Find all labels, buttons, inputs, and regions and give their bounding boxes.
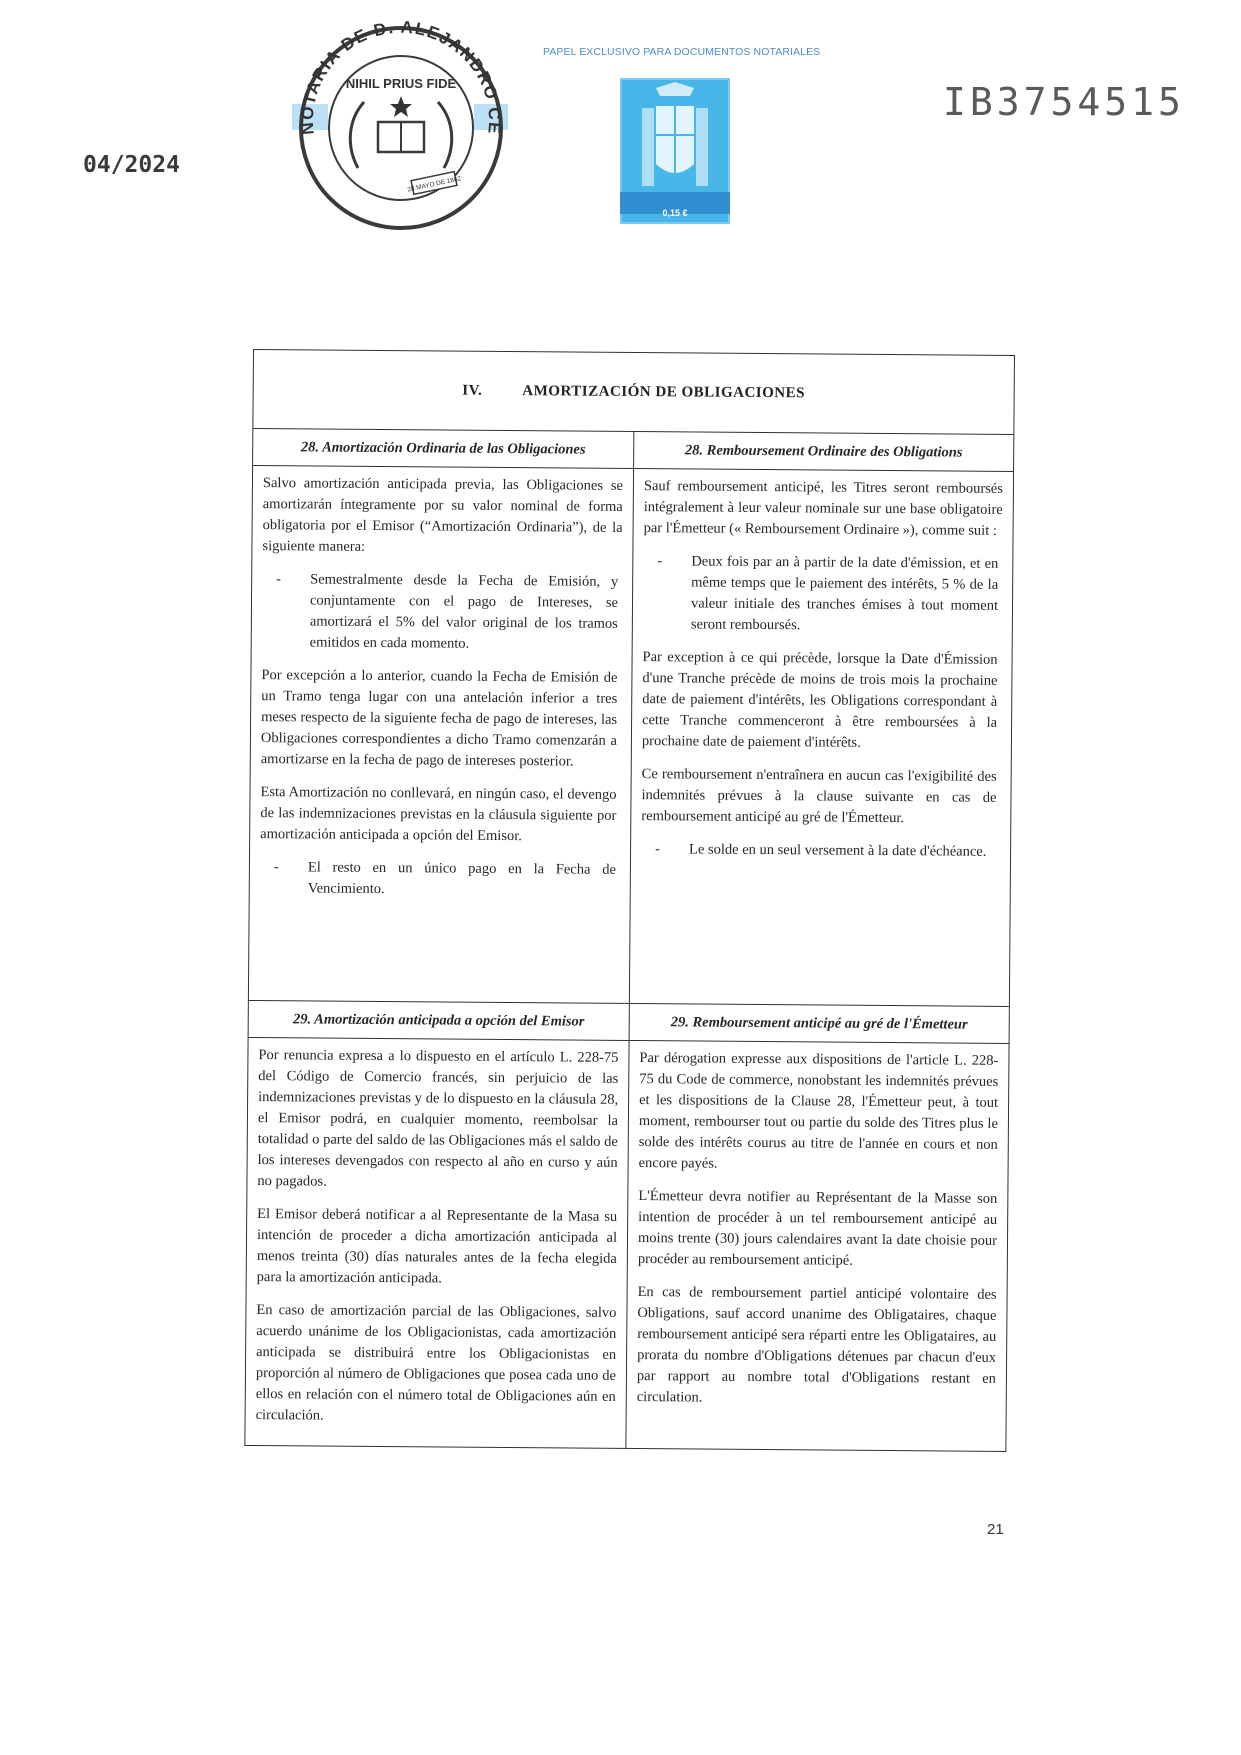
notary-seal bbox=[286, 18, 516, 234]
list-item: - Semestralmente desde la Fecha de Emisión, y conjuntamente con el pago de Intereses, se amortizará el 5% del valor original de los tramos emitidos en cada momento. bbox=[262, 569, 623, 656]
clause-28-row bbox=[249, 429, 1013, 1006]
list-item: - El resto en un único pago en la Fecha de Vencimiento. bbox=[260, 857, 620, 902]
clause-28-french-intro: Sauf remboursement anticipé, les Titres seront remboursés intégralement à leur valeur nominale sur une base obligatoire par l'Émetteur (« Remboursement Ordinaire »), comme suit : bbox=[643, 478, 1003, 539]
clause-28-french-sub-2: Ce remboursement n'entraînera en aucun cas l'exigibilité des indemnités prévues à la clause suivante en cas de remboursement anticipé au gré de l'Émetteur. bbox=[641, 766, 997, 827]
clause-29-spanish-p1: Por renuncia expresa a lo dispuesto en el artículo L. 228-75 del Código de Comercio francés, sin perjuicio de las indemnizaciones previstas y de lo dispuesto en la cláusula 28, el Emisor podrá, en cualquier momento, reembolsar la totalidad o parte del saldo de las Obligaciones más el saldo de los intereses devengados con respecto al año en curso y aún no pagados. bbox=[257, 1047, 619, 1190]
clause-28-spanish bbox=[249, 429, 633, 1003]
clause-28-french-heading: 28. Remboursement Ordinaire des Obligations bbox=[634, 432, 1013, 472]
page-number: 21 bbox=[987, 1521, 1004, 1538]
clause-29-row bbox=[245, 1000, 1008, 1451]
notarial-stamp bbox=[620, 78, 730, 224]
clause-28-french-sub-1: Par exception à ce qui précède, lorsque la Date d'Émission d'une Tranche précède de moins de trois mois la prochaine date de paiement d'intérêts, les Obligations correspondant à cette Tranche commenceront à être remboursées à la prochaine date de paiement d'intérêts. bbox=[641, 649, 998, 751]
section-number: IV. bbox=[462, 382, 483, 399]
section-title bbox=[253, 350, 1014, 435]
clause-table bbox=[244, 349, 1015, 1452]
clause-28-french bbox=[629, 432, 1013, 1006]
clause-29-spanish-p3: En caso de amortización parcial de las Obligaciones, salvo acuerdo unánime de los Obligacionistas, cada amortización anticipada se distribuirá entre los Obligacionistas en proporción al número de Obligaciones que posea cada uno de ellos en relación con el número total de Obligaciones aún en circulación. bbox=[255, 1302, 617, 1424]
clause-29-french-p2: L'Émetteur devra notifier au Représentant de la Masse son intention de procéder à un tel remboursement anticipé au moins trente (30) jours calendaires avant la date choisie pour procéder au remboursement anticipé. bbox=[637, 1188, 998, 1269]
clause-29-french-p3: En cas de remboursement partiel anticipé volontaire des Obligations, sauf accord unanime des Obligataires, chaque remboursement anticipé sera réparti entre les Obligataires, au prorata du nombre d'Obligations détenues par chacun d'eux par rapport au nombre total d'Obligations restant en circulation. bbox=[636, 1284, 997, 1406]
seal-date: 28 MAYO DE 1862 bbox=[406, 175, 462, 194]
clause-29-spanish-heading: 29. Amortización anticipada a opción del Emisor bbox=[249, 1001, 629, 1041]
stamp-value: 0,15 € bbox=[662, 208, 688, 218]
clause-28-spanish-sub-2: Esta Amortización no conllevará, en ningún caso, el devengo de las indemnizaciones previstas en la cláusula siguiente por amortización anticipada a opción del Emisor. bbox=[260, 784, 617, 845]
clause-28-french-bullet-1: Deux fois par an à partir de la date d'émission, et en même temps que le paiement des intérêts, 5 % de la valeur initiale des tranches émises à tout moment seront remboursés. bbox=[690, 553, 999, 634]
list-item: - Le solde en un seul versement à la date d'échéance. bbox=[641, 839, 1000, 863]
paper-notice: PAPEL EXCLUSIVO PARA DOCUMENTOS NOTARIALES bbox=[543, 46, 821, 58]
seal-ring-text: NOTARIA DE D. ALEJANDRO CE bbox=[297, 18, 505, 136]
section-heading: AMORTIZACIÓN DE OBLIGACIONES bbox=[522, 382, 806, 401]
clause-28-spanish-bullet-2: El resto en un único pago en la Fecha de Vencimiento. bbox=[307, 859, 616, 898]
clause-28-spanish-sub-1: Por excepción a lo anterior, cuando la Fecha de Emisión de un Tramo tenga lugar con una antelación inferior a tres meses respecto de la siguiente fecha de pago de intereses, las Obligaciones correspondientes a dicho Tramo comenzarán a amortizarse en la fecha de pago de intereses posterior. bbox=[260, 667, 618, 770]
seal-motto: NIHIL PRIUS FIDE bbox=[345, 76, 457, 91]
clause-29-french-p1: Par dérogation expresse aux dispositions de l'article L. 228-75 du Code de commerce, nonobstant les indemnités prévues et les dispositions de la Clause 28, l'Émetteur peut, à tout moment, rembourser tout ou partie du solde des Titres plus le solde des intérêts courus au titre de l'année en cours et non encore payés. bbox=[638, 1050, 999, 1172]
clause-28-spanish-heading: 28. Amortización Ordinaria de las Obligaciones bbox=[253, 429, 633, 469]
clause-29-spanish bbox=[245, 1001, 628, 1448]
clause-28-spanish-bullet-1: Semestralmente desde la Fecha de Emisión, y conjuntamente con el pago de Intereses, se amortizará el 5% del valor original de los tramos emitidos en cada momento. bbox=[309, 571, 619, 652]
serial-number: IB3754515 bbox=[943, 80, 1185, 124]
clause-29-french-heading: 29. Remboursement anticipé au gré de l'Émetteur bbox=[630, 1004, 1009, 1044]
date-mark: 04/2024 bbox=[83, 152, 180, 178]
clause-28-french-bullet-2: Le solde en un seul versement à la date d'échéance. bbox=[689, 841, 987, 860]
clause-29-spanish-p2: El Emisor deberá notificar a al Representante de la Masa su intención de proceder a dicha amortización anticipada al menos treinta (30) días naturales antes de la fecha elegida para la amortización anticipada. bbox=[256, 1206, 618, 1287]
clause-29-french bbox=[625, 1004, 1008, 1451]
list-item: - Deux fois par an à partir de la date d'émission, et en même temps que le paiement des intérêts, 5 % de la valeur initiale des tranches émises à tout moment seront remboursés. bbox=[643, 551, 1003, 638]
clause-28-spanish-intro: Salvo amortización anticipada previa, las Obligaciones se amortizarán íntegramente por su valor nominal de forma obligatoria por el Emisor (“Amortización Ordinaria”), de la siguiente manera: bbox=[262, 475, 623, 555]
